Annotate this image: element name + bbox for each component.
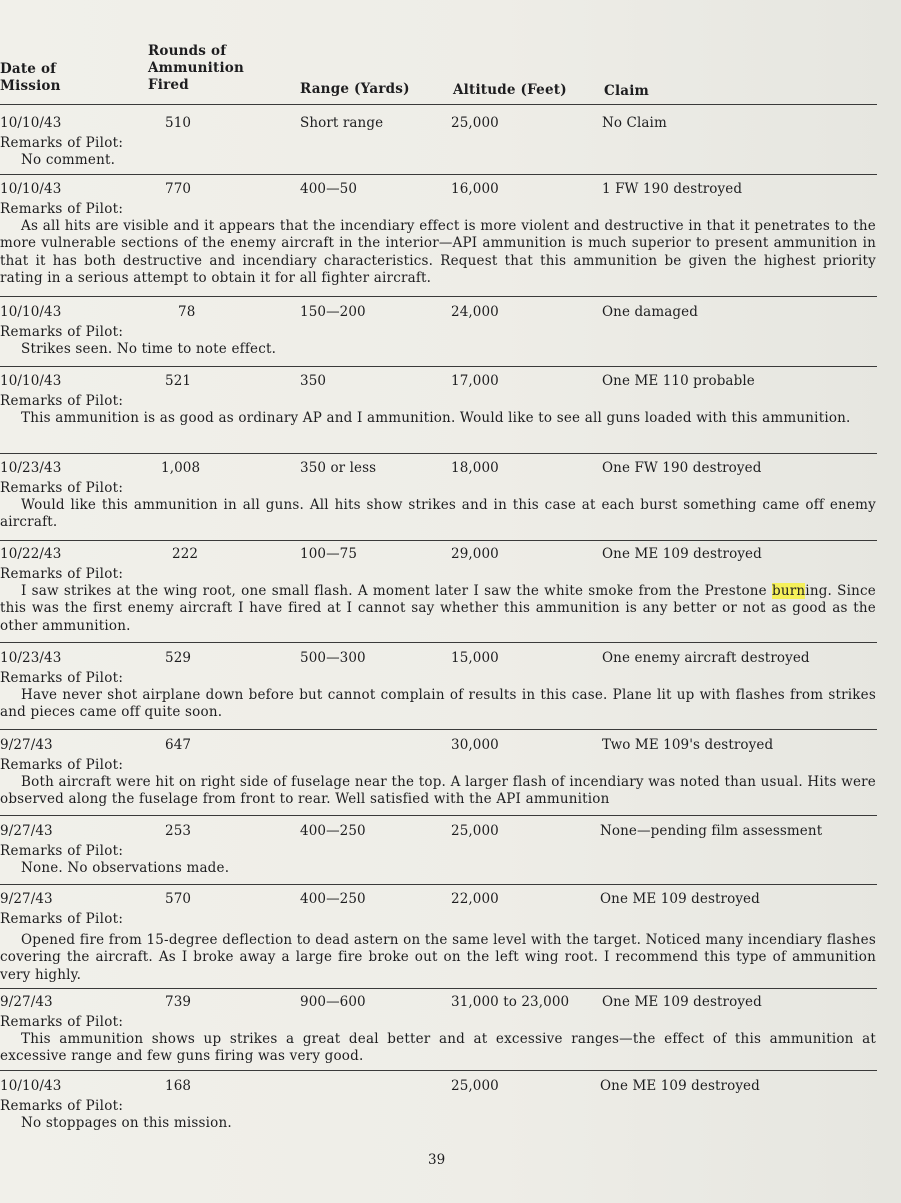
page-number: 39 <box>428 1152 446 1168</box>
remarks-label: Remarks of Pilot: <box>0 201 124 217</box>
claim: One ME 109 destroyed <box>602 994 762 1010</box>
mission-entry <box>0 303 880 358</box>
range: 350 or less <box>300 460 377 476</box>
range: 500—300 <box>300 650 366 666</box>
remarks-label: Remarks of Pilot: <box>0 393 124 409</box>
mission-entry <box>0 180 880 287</box>
mission-entry <box>0 993 880 1066</box>
rounds: 521 <box>165 373 192 389</box>
altitude: 24,000 <box>451 304 499 320</box>
mission-entry <box>0 649 880 722</box>
altitude: 30,000 <box>451 737 499 753</box>
header-rounds: Rounds of Ammunition Fired <box>148 43 244 93</box>
divider <box>0 540 877 541</box>
range: 350 <box>300 373 327 389</box>
remarks-label: Remarks of Pilot: <box>0 911 124 927</box>
remarks-text: I saw strikes at the wing root, one small flash. A moment later I saw the white smoke from the Prestone burning. Since this was the first enemy aircraft I have fired at I cannot say whether this ammunition is any better or not as good as the other ammunition. <box>0 583 876 634</box>
divider <box>0 296 877 297</box>
altitude: 25,000 <box>451 115 499 131</box>
range: 400—250 <box>300 823 366 839</box>
header-date: Date of Mission <box>0 61 61 94</box>
remarks-text: Both aircraft were hit on right side of fuselage near the top. A larger flash of incendiary was noted than usual. Hits were observed along the fuselage from front to rear. Well satisfied with the API ammunition <box>0 774 876 808</box>
mission-entry <box>0 1077 880 1132</box>
remarks-label: Remarks of Pilot: <box>0 566 124 582</box>
rounds: 168 <box>165 1078 192 1094</box>
date: 10/10/43 <box>0 115 62 131</box>
date: 10/22/43 <box>0 546 62 562</box>
remarks-label: Remarks of Pilot: <box>0 1014 124 1030</box>
remarks-text: Would like this ammunition in all guns. All hits show strikes and in this case at each burst something came off enemy aircraft. <box>0 497 876 531</box>
remarks-label: Remarks of Pilot: <box>0 843 124 859</box>
date: 10/10/43 <box>0 181 62 197</box>
altitude: 18,000 <box>451 460 499 476</box>
remarks-text: Have never shot airplane down before but cannot complain of results in this case. Plane lit up with flashes from strikes and pieces came off quite soon. <box>0 687 876 721</box>
mission-entry <box>0 459 880 532</box>
date: 10/10/43 <box>0 304 62 320</box>
range: 100—75 <box>300 546 358 562</box>
claim: Two ME 109's destroyed <box>602 737 774 753</box>
rounds: 510 <box>165 115 192 131</box>
mission-entry <box>0 736 880 809</box>
altitude: 25,000 <box>451 823 499 839</box>
range: Short range <box>300 115 384 131</box>
rounds: 570 <box>165 891 192 907</box>
rounds: 253 <box>165 823 192 839</box>
date: 10/10/43 <box>0 373 62 389</box>
rounds: 770 <box>165 181 192 197</box>
remarks-label: Remarks of Pilot: <box>0 480 124 496</box>
remarks-label: Remarks of Pilot: <box>0 1098 124 1114</box>
remarks-label: Remarks of Pilot: <box>0 324 124 340</box>
range: 150—200 <box>300 304 366 320</box>
date: 9/27/43 <box>0 823 53 839</box>
range: 400—50 <box>300 181 358 197</box>
altitude: 15,000 <box>451 650 499 666</box>
claim: No Claim <box>602 115 667 131</box>
divider <box>0 729 877 730</box>
rounds: 529 <box>165 650 192 666</box>
altitude: 29,000 <box>451 546 499 562</box>
remarks-text: As all hits are visible and it appears that the incendiary effect is more violent and destructive in that it penetrates to the more vulnerable sections of the enemy aircraft in the interior—API ammunition is much superior to present ammunition in that it has both destructive and incendiary characteristics. Request that this ammunition be given the highest priority rating in a serious attempt to obtain it for all fighter aircraft. <box>0 218 876 286</box>
range: 400—250 <box>300 891 366 907</box>
claim: None—pending film assessment <box>600 823 823 839</box>
date: 9/27/43 <box>0 994 53 1010</box>
divider <box>0 104 877 105</box>
claim: One ME 109 destroyed <box>600 1078 760 1094</box>
remarks-text: None. No observations made. <box>21 860 230 876</box>
divider <box>0 988 877 989</box>
claim: One ME 110 probable <box>602 373 755 389</box>
remarks-label: Remarks of Pilot: <box>0 135 124 151</box>
rounds: 1,008 <box>161 460 201 476</box>
remarks-label: Remarks of Pilot: <box>0 670 124 686</box>
remarks-text: This ammunition is as good as ordinary AP and I ammunition. Would like to see all guns loaded with this ammunition. <box>21 410 851 426</box>
divider <box>0 453 877 454</box>
highlighted-text: burn <box>772 583 806 599</box>
claim: One enemy aircraft destroyed <box>602 650 810 666</box>
altitude: 22,000 <box>451 891 499 907</box>
rounds: 222 <box>172 546 199 562</box>
date: 10/10/43 <box>0 1078 62 1094</box>
divider <box>0 1070 877 1071</box>
mission-entry <box>0 822 880 877</box>
header-altitude: Altitude (Feet) <box>453 82 567 98</box>
date: 10/23/43 <box>0 460 62 476</box>
altitude: 17,000 <box>451 373 499 389</box>
rounds: 739 <box>165 994 192 1010</box>
altitude: 16,000 <box>451 181 499 197</box>
divider <box>0 642 877 643</box>
range: 900—600 <box>300 994 366 1010</box>
date: 10/23/43 <box>0 650 62 666</box>
remarks-text: No stoppages on this mission. <box>21 1115 232 1131</box>
divider <box>0 174 877 175</box>
remarks-text: No comment. <box>21 152 116 168</box>
divider <box>0 366 877 367</box>
header-range: Range (Yards) <box>300 81 410 97</box>
altitude: 31,000 to 23,000 <box>451 994 570 1010</box>
mission-entry <box>0 545 880 635</box>
divider <box>0 884 877 885</box>
date: 9/27/43 <box>0 737 53 753</box>
divider <box>0 815 877 816</box>
header-claim: Claim <box>604 83 650 99</box>
remarks-text: Opened fire from 15-degree deflection to dead astern on the same level with the target. Noticed many incendiary flashes covering the aircraft. As I broke away a large fire broke out on the left wing root. I recommend this type of ammunition very highly. <box>0 932 876 983</box>
mission-entry <box>0 890 880 984</box>
mission-entry <box>0 372 880 427</box>
mission-entry <box>0 114 880 169</box>
remarks-text: Strikes seen. No time to note effect. <box>21 341 277 357</box>
claim: One ME 109 destroyed <box>600 891 760 907</box>
remarks-label: Remarks of Pilot: <box>0 757 124 773</box>
altitude: 25,000 <box>451 1078 499 1094</box>
claim: One ME 109 destroyed <box>602 546 762 562</box>
claim: One FW 190 destroyed <box>602 460 762 476</box>
date: 9/27/43 <box>0 891 53 907</box>
rounds: 78 <box>178 304 196 320</box>
remarks-text: This ammunition shows up strikes a great deal better and at excessive ranges—the effect of this ammunition at excessive range and few guns firing was very good. <box>0 1031 876 1065</box>
rounds: 647 <box>165 737 192 753</box>
claim: One damaged <box>602 304 698 320</box>
claim: 1 FW 190 destroyed <box>602 181 743 197</box>
